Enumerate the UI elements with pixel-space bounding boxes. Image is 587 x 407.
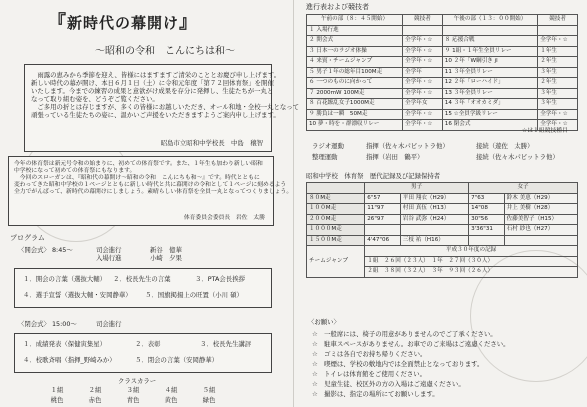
schedule-row bbox=[307, 99, 578, 110]
schedule-title: 進行表および競技者 bbox=[306, 3, 369, 11]
record-row bbox=[307, 204, 578, 215]
schedule-cell: 全学年 bbox=[403, 67, 443, 78]
schedule-cell: ８ 百花繚乱女子1000M走 bbox=[307, 99, 403, 110]
record-cell: 村田 真伍（H13） bbox=[400, 204, 468, 215]
record-cell bbox=[365, 225, 401, 236]
class-colors: 桃色 赤色 青色 黄色 緑色 bbox=[50, 396, 216, 404]
record-cell: 11"97 bbox=[365, 204, 401, 215]
schedule-cell: 全学年・☆ bbox=[403, 88, 443, 99]
schedule-table bbox=[306, 14, 578, 131]
record-cell: 6"57 bbox=[365, 193, 401, 204]
record-row bbox=[307, 235, 578, 246]
schedule-cell: ６ 一つのものに向かって bbox=[307, 78, 403, 89]
records-title: 昭和中学校 体育祭 歴代記録及び記録保持者 bbox=[306, 172, 441, 180]
schedule-cell: ７ 2000mW 100M走 bbox=[307, 88, 403, 99]
staff-row: ラジオ運動 指揮（佐々木パビットラ他） 接続（遊佐 太勝） bbox=[312, 142, 534, 150]
schedule-cell: 15 ☆全員学級リレー bbox=[442, 109, 537, 120]
record-cell: 石村 紗也（H27） bbox=[504, 225, 577, 236]
schedule-header: 午前の部（８：４５開始） 競技者 午後の部（１３：００開始） 競技者 bbox=[307, 15, 578, 26]
schedule-rows bbox=[307, 25, 578, 130]
class-names: １組 ２組 ３組 ４組 ５組 bbox=[50, 386, 216, 394]
record-event: １００M走 bbox=[307, 204, 365, 215]
schedule-row bbox=[307, 67, 578, 78]
principal-signature: 昭島市立昭和中学校長 中島 穣智 bbox=[160, 139, 263, 147]
team-jump-record: １組 ２６回（２３人） １年 ２７回（３０人） bbox=[365, 256, 578, 267]
records-header: 男子 女子 bbox=[307, 183, 578, 194]
schedule-cell: ８ 応援合戦 bbox=[442, 36, 537, 47]
record-cell: 26"97 bbox=[365, 214, 401, 225]
team-jump-heading: 平成３０年度の記録 bbox=[365, 246, 578, 257]
records-table bbox=[306, 182, 578, 278]
schedule-cell: 全学年・☆ bbox=[538, 120, 578, 131]
schedule-cell: 12 ２年「ローハイド」 bbox=[442, 78, 537, 89]
student-message: 今年の体育祭は新元号令和の始まりに、初めての体育祭です。また、１年生も加わり新しい昭和 中学校になって初めての体育祭にもなります。 今回のスローガンは、『昭和代の幕開け〜昭和の令和 こんにちも和〜』です。時代とともに 変わってきた昭和中学校の１ページとともに新しい時代と共に幕開けの令和として１ページに刻めるよう 全力でがんばって、新時代の幕開けにしましょう。素晴らしい体育祭を全員一丸となってつくりましょう。 体育委員会委員長 岩佐 太勝 bbox=[8, 156, 274, 226]
schedule-row bbox=[307, 88, 578, 99]
schedule-cell: 10 夢・時を・群漂収リレー bbox=[307, 120, 403, 131]
record-cell bbox=[469, 235, 505, 246]
record-cell: 7"63 bbox=[469, 193, 505, 204]
schedule-cell: １年生 bbox=[538, 46, 578, 57]
record-cell: 三枝 祐（H16） bbox=[400, 235, 468, 246]
record-cell: 鈴木 美恵（H29） bbox=[504, 193, 577, 204]
class-color-title: クラスカラー bbox=[118, 377, 157, 385]
schedule-cell: ５ 男子１年の総年目100M走 bbox=[307, 67, 403, 78]
team-jump-record: ２組 ３８回（３２人） ３年 ９３回（２６人） bbox=[365, 267, 578, 278]
schedule-cell: ２年生 bbox=[538, 57, 578, 68]
record-cell: 佐藤美智子（H15） bbox=[504, 214, 577, 225]
record-event: ２００M走 bbox=[307, 214, 365, 225]
program-heading: プログラム bbox=[10, 234, 45, 242]
schedule-cell: 全学年・☆ bbox=[403, 46, 443, 57]
event-subtitle: 〜昭和の令和 こんにちは和〜 bbox=[95, 46, 235, 57]
record-row bbox=[307, 225, 578, 236]
schedule-cell: 全学年・☆ bbox=[403, 36, 443, 47]
schedule-cell: ３ 日本一のラジオ体操 bbox=[307, 46, 403, 57]
closing-role: 司会進行 bbox=[96, 320, 122, 328]
schedule-cell bbox=[442, 25, 537, 36]
event-title: 『新時代の幕開け』 bbox=[48, 12, 199, 33]
schedule-note: ☆は１組競技種目 bbox=[522, 128, 568, 134]
team-jump-row bbox=[307, 246, 578, 257]
schedule-row bbox=[307, 36, 578, 47]
record-cell: 岩谷 武弥（H24） bbox=[400, 214, 468, 225]
record-cell: 3'36"31 bbox=[469, 225, 505, 236]
schedule-cell: 全学年・☆ bbox=[538, 36, 578, 47]
schedule-cell: ２年生 bbox=[538, 78, 578, 89]
record-row bbox=[307, 193, 578, 204]
schedule-cell: ３年生 bbox=[538, 99, 578, 110]
schedule-cell: ４ 来賓・チームジャンプ bbox=[307, 57, 403, 68]
record-cell: 14"08 bbox=[469, 204, 505, 215]
schedule-cell: 全学年・☆ bbox=[538, 109, 578, 120]
schedule-row bbox=[307, 25, 578, 36]
schedule-cell bbox=[403, 25, 443, 36]
opening-program-box: １．開会の言葉（選抜大輔） ２．校長先生の言葉 ３．PTA会長挨拶 ４．選手宣誓（選抜大輔・安岡静華） ５．国旗掲揚上の旺置（小川 碩） bbox=[14, 268, 272, 308]
schedule-cell: 全学年女 bbox=[403, 99, 443, 110]
schedule-row bbox=[307, 109, 578, 120]
schedule-cell: 全学年・☆ bbox=[403, 78, 443, 89]
record-cell bbox=[504, 235, 577, 246]
schedule-cell: 10 ２年「W綱引き jl bbox=[442, 57, 537, 68]
schedule-row bbox=[307, 46, 578, 57]
schedule-cell: 全学年・☆ bbox=[403, 57, 443, 68]
schedule-cell: ９ 1組・１年生全員リレー bbox=[442, 46, 537, 57]
schedule-cell: ２ 開会式 bbox=[307, 36, 403, 47]
notice-list: ☆ 一般席には、椅子の用意がありませんのでご了承ください。 ☆ 駐車スペースがありません。お車でのご来場はご遠慮ください。 ☆ ゴミは各自でお持ち帰りください。 ☆ 喫煙は、学校の敷地内では全面禁止となっております。 ☆ トイレは体育館をご使用ください。 ☆ 児童生徒、校区外の方の入場はご遠慮ください。 ☆ 撮影は、指定の場所にてお願いします。 bbox=[312, 330, 510, 398]
record-cell: 30"56 bbox=[469, 214, 505, 225]
record-event: ８０M走 bbox=[307, 193, 365, 204]
schedule-cell: １ 入場行進 bbox=[307, 25, 403, 36]
schedule-cell: 14 ３年「オオカミダ」 bbox=[442, 99, 537, 110]
record-event: １５００M走 bbox=[307, 235, 365, 246]
staff-row: 整理運動 指揮（岩田 鶴平） 接続（佐々木パビットラ他） bbox=[312, 153, 559, 161]
schedule-row bbox=[307, 78, 578, 89]
schedule-cell: ３年生 bbox=[538, 88, 578, 99]
principal-greeting: 雨露の恵みから季節を迎え、皆様にはますますご清栄のこととお慶び申し上げます。 新しい時代の幕が開け、本日６月１日（土）に令和元年度「第７２回体育祭」を開催 いたします。今までの練習の成果と意欲がけ成果を存分に発揮し、生徒たちが一丸と なって取り組む姿を、どうぞご覧ください。 ご多用の折とは存じますが、多くの皆様にお越しいただき、オール和地・全校一丸となって 頑張っている生徒たちの姿に、温かいご声援をいただきますようご案内申し上げます。 昭島市立昭和中学校長 中島 穣智 bbox=[24, 64, 272, 152]
record-row bbox=[307, 214, 578, 225]
schedule-cell: 11 ３年全員リレー bbox=[442, 67, 537, 78]
opening-names: 新谷 億華 小崎 夕果 bbox=[150, 246, 182, 262]
record-cell: 4'47"06 bbox=[365, 235, 401, 246]
schedule-row bbox=[307, 57, 578, 68]
schedule-cell: 全学年・☆ bbox=[403, 109, 443, 120]
notice-title: 〈お願い〉 bbox=[308, 318, 340, 326]
schedule-cell: 13 ３年全員リレー bbox=[442, 88, 537, 99]
records-rows bbox=[307, 193, 578, 246]
record-event: １０００M走 bbox=[307, 225, 365, 236]
schedule-cell: 16 閉会式 bbox=[442, 120, 537, 131]
opening-ceremony-label: 〈開会式〉 8:45〜 bbox=[18, 246, 73, 254]
record-cell: 井上 美樹（H28） bbox=[504, 204, 577, 215]
record-cell bbox=[400, 225, 468, 236]
closing-ceremony-label: 〈閉会式〉 15:00〜 bbox=[18, 320, 77, 328]
opening-roles: 司会進行 入場行進 bbox=[96, 246, 122, 262]
schedule-cell: ９ 勝負は一瞬 50M走 bbox=[307, 109, 403, 120]
team-jump-label: チームジャンプ bbox=[307, 246, 365, 278]
schedule-cell: 全学年・☆ bbox=[403, 120, 443, 131]
student-signature: 体育委員会委員長 岩佐 太勝 bbox=[183, 215, 265, 221]
page-fold bbox=[293, 0, 294, 407]
record-cell: 平田 翔衣（H29） bbox=[400, 193, 468, 204]
schedule-cell bbox=[538, 25, 578, 36]
schedule-cell: ３年生 bbox=[538, 67, 578, 78]
closing-program-box: １．成績発表（保健寅集星） ２．表彰 ３．校長先生講評 ４．校歌斉唱（指揮_野崎みか） ５．閉会の言葉（安岡静華） bbox=[14, 333, 272, 373]
